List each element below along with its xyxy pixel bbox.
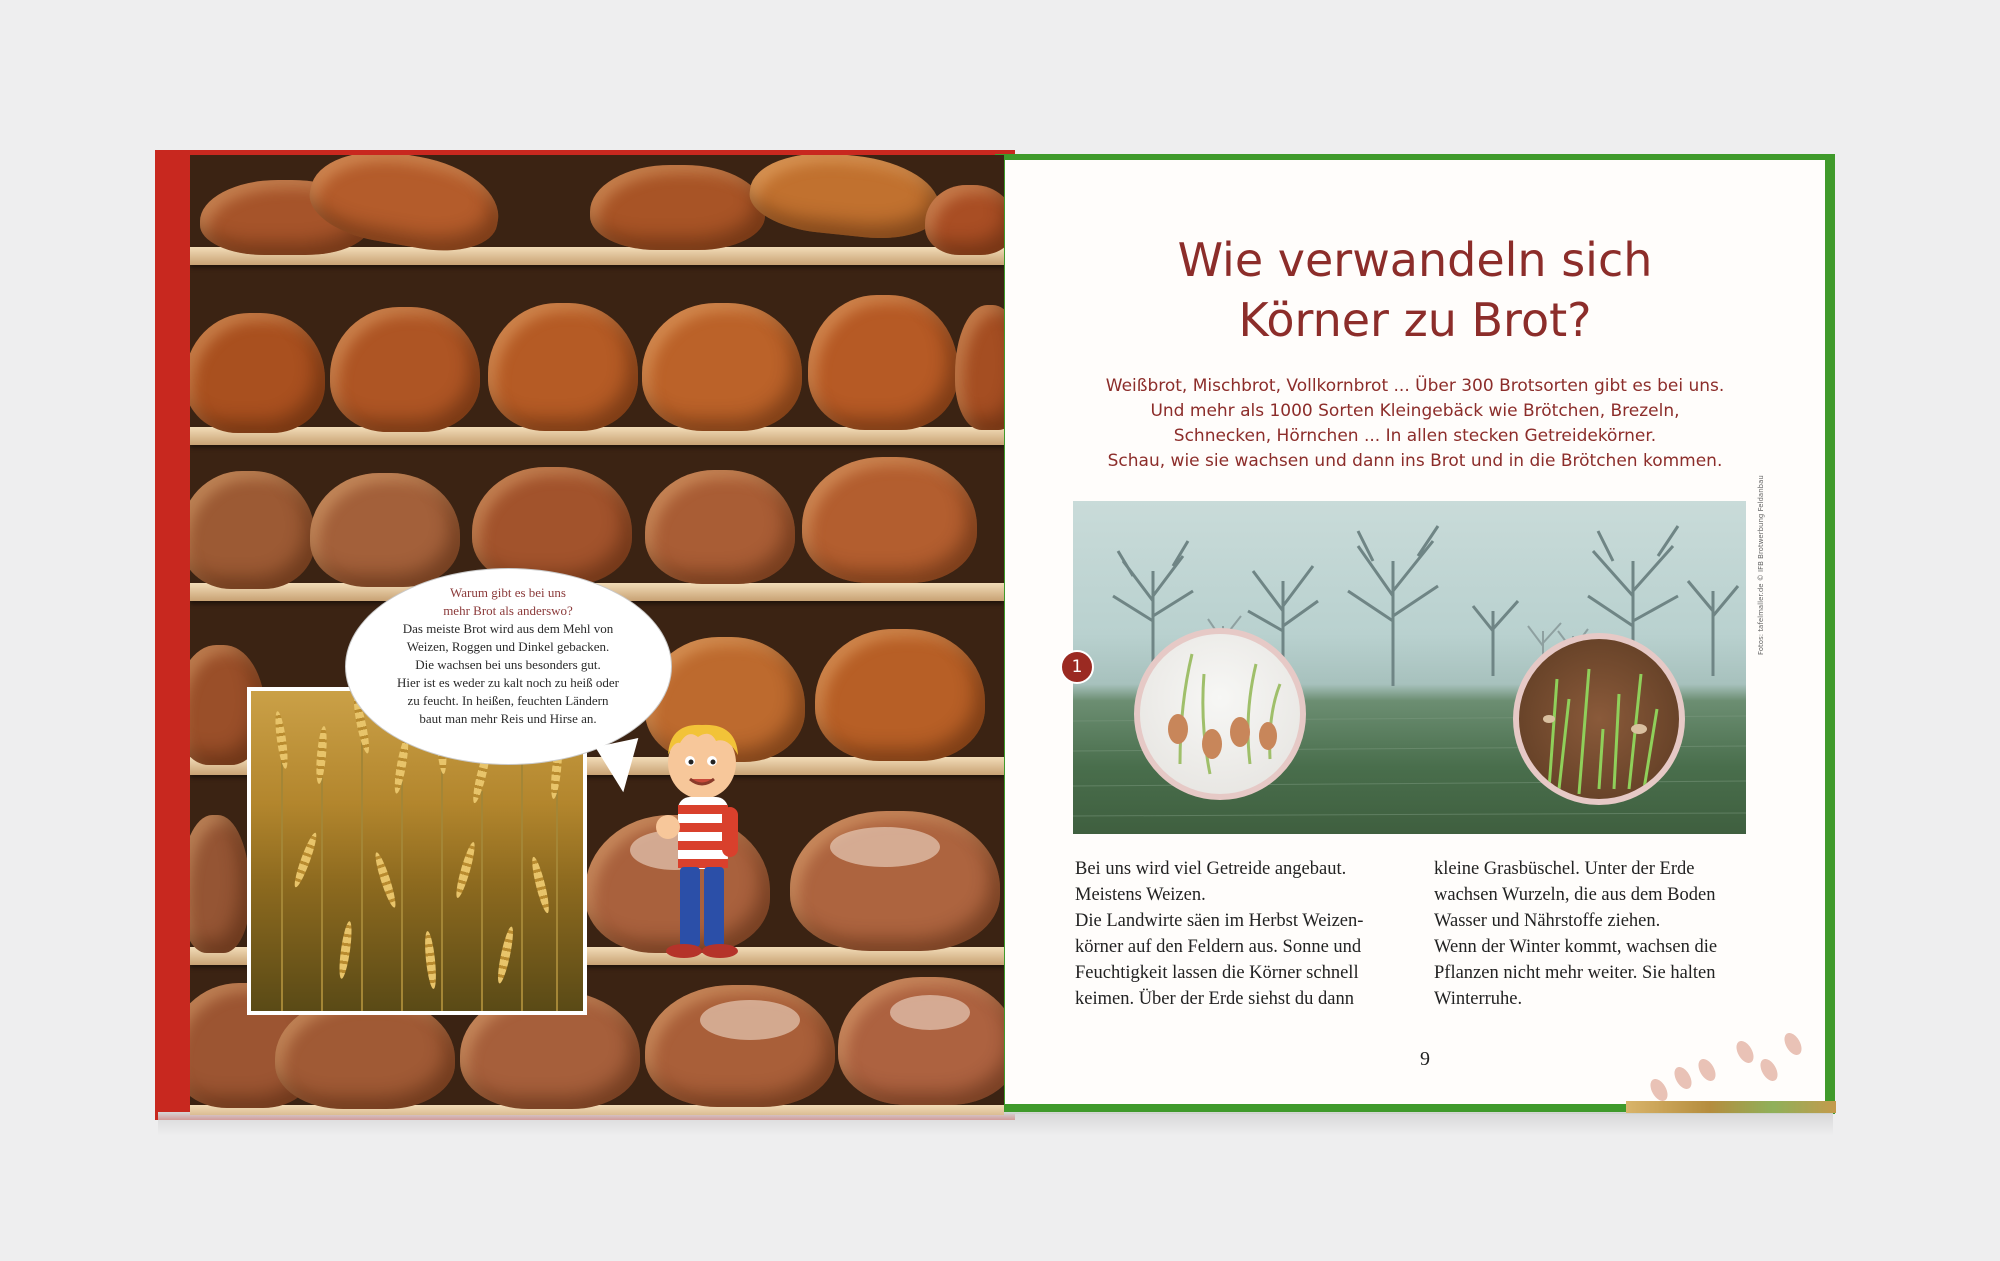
- seedlings: [1519, 639, 1679, 799]
- photo-credit: Fotos: tafelmaller.de © IFB Brotwerbung Feldanbau: [1757, 475, 1765, 655]
- bread-loaf: [488, 303, 638, 431]
- book-shadow: [158, 1112, 1833, 1136]
- page-number: 9: [1420, 1048, 1430, 1070]
- page-title: Wie verwandeln sich Körner zu Brot?: [1177, 233, 1653, 347]
- sprouting-grain-inset: [1134, 628, 1306, 800]
- bread-loaf: [642, 303, 802, 431]
- bread-loaf: [645, 470, 795, 584]
- bread-loaf: [190, 313, 325, 433]
- bubble-question: Warum gibt es bei uns mehr Brot als anderswo?: [443, 585, 573, 618]
- bread-loaf: [310, 473, 460, 587]
- flour-dust: [830, 827, 940, 867]
- bread-loaf: [802, 457, 977, 583]
- intro-text: Weißbrot, Mischbrot, Vollkornbrot ... Über 300 Brotsorten gibt es bei uns. Und mehr als 1000 Sorten Kleingebäck wie Brötchen, Brezeln, Schnecken, Hörnchen ... In allen stecken Getreidekörner. Schau, wie sie wachsen und dann ins Brot und in die Brötchen kommen.: [1105, 376, 1725, 471]
- speech-bubble-text: [368, 584, 648, 728]
- bread-loaf: [808, 295, 958, 430]
- flour-dust: [700, 1000, 800, 1040]
- bubble-answer: Das meiste Brot wird aus dem Mehl von Weizen, Roggen und Dinkel gebacken. Die wachsen bei uns besonders gut. Hier ist es weder zu kalt noch zu heiß oder zu feucht. In heißen, feuchten Ländern baut man mehr Reis und Hirse an.: [396, 621, 619, 726]
- flour-dust: [890, 995, 970, 1030]
- bread-loaf: [815, 629, 985, 761]
- shelf: [190, 1105, 1004, 1115]
- bread-loaf: [190, 815, 250, 953]
- body-text-column-1: Bei uns wird viel Getreide angebaut. Meistens Weizen. Die Landwirte säen im Herbst Weizen- körner auf den Feldern aus. Sonne und Feuchtigkeit lassen die Körner schnell keimen. Über der Erde siehst du dann: [1075, 859, 1364, 1009]
- seedling-soil-inset: [1513, 633, 1685, 805]
- bread-loaf: [190, 471, 315, 589]
- bread-loaf: [746, 155, 943, 245]
- cartoon-boy-illustration: [640, 715, 770, 965]
- body-text-column-2: kleine Grasbüschel. Unter der Erde wachsen Wurzeln, die aus dem Boden Wasser und Nährstoffe ziehen. Wenn der Winter kommt, wachsen die Pflanzen nicht mehr weiter. Sie halten Winterruhe.: [1434, 859, 1718, 1009]
- bread-loaf: [925, 185, 1004, 255]
- bottom-photo-strip: [1626, 1101, 1836, 1113]
- bread-loaf: [330, 307, 480, 432]
- step-number-badge: 1: [1060, 650, 1094, 684]
- bread-loaf: [955, 305, 1004, 430]
- bread-loaf: [590, 165, 765, 250]
- sprouting-grains: [1140, 634, 1300, 794]
